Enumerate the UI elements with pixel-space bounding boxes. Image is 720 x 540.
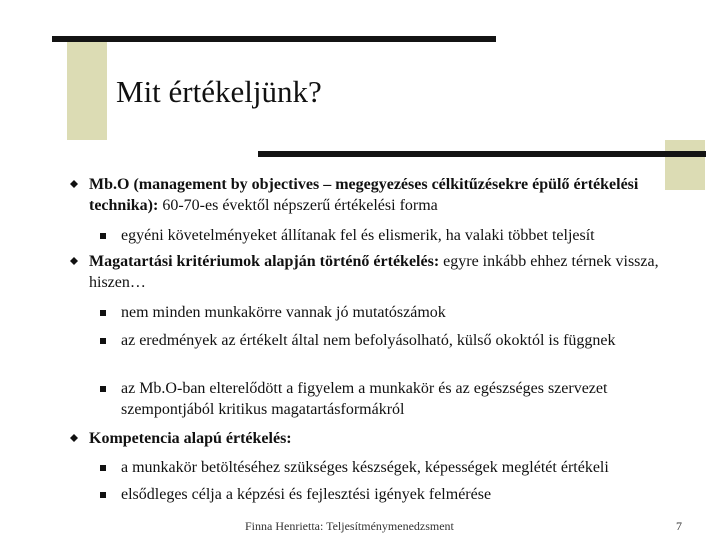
top-rule <box>52 36 496 42</box>
bullet-competence <box>89 428 689 449</box>
diamond-bullet-icon <box>70 257 78 265</box>
diamond-bullet-icon <box>70 434 78 442</box>
decorative-block <box>67 40 107 140</box>
sub-bullet: nem minden munkakörre vannak jó mutatószámok <box>121 304 446 321</box>
square-bullet-icon <box>100 492 106 498</box>
square-bullet-icon <box>100 233 106 239</box>
bullet-competence-heading: Kompetencia alapú értékelés: <box>89 430 292 447</box>
square-bullet-icon <box>100 310 106 316</box>
square-bullet-icon <box>100 386 106 392</box>
bullet-behavior <box>89 251 689 293</box>
sub-bullet: az eredmények az értékelt által nem befolyásolható, külső okoktól is függnek <box>121 332 616 349</box>
page-number: 7 <box>676 519 682 533</box>
sub-bullet: az Mb.O-ban elterelődött a figyelem a munkakör és az egészséges szervezet szempontjából kritikus magatartásformákról <box>121 380 608 418</box>
bullet-behavior-text: egyre inkább ehhez térnek vissza, hiszen… <box>89 253 659 291</box>
sub-bullet: egyéni követelményeket állítanak fel és elismerik, ha valaki többet teljesít <box>121 227 595 244</box>
bottom-rule <box>258 151 706 157</box>
bullet-mbo-heading: Mb.O (management by objectives – megegyezéses célkitűzésekre épülő értékelési technika): <box>89 176 639 214</box>
square-bullet-icon <box>100 465 106 471</box>
diamond-bullet-icon <box>70 180 78 188</box>
sub-bullet: a munkakör betöltéséhez szükséges készségek, képességek meglétét értékeli <box>121 459 609 476</box>
bullet-mbo-text: 60-70-es évektől népszerű értékelési forma <box>158 197 438 214</box>
sub-bullet: elsődleges célja a képzési és fejlesztési igények felmérése <box>121 486 492 503</box>
slide-title: Mit értékeljünk? <box>116 74 322 109</box>
bullet-behavior-heading: Magatartási kritériumok alapján történő értékelés: <box>89 253 440 270</box>
bullet-mbo <box>89 174 689 216</box>
footer-author: Finna Henrietta: Teljesítménymenedzsment <box>245 519 454 533</box>
square-bullet-icon <box>100 338 106 344</box>
